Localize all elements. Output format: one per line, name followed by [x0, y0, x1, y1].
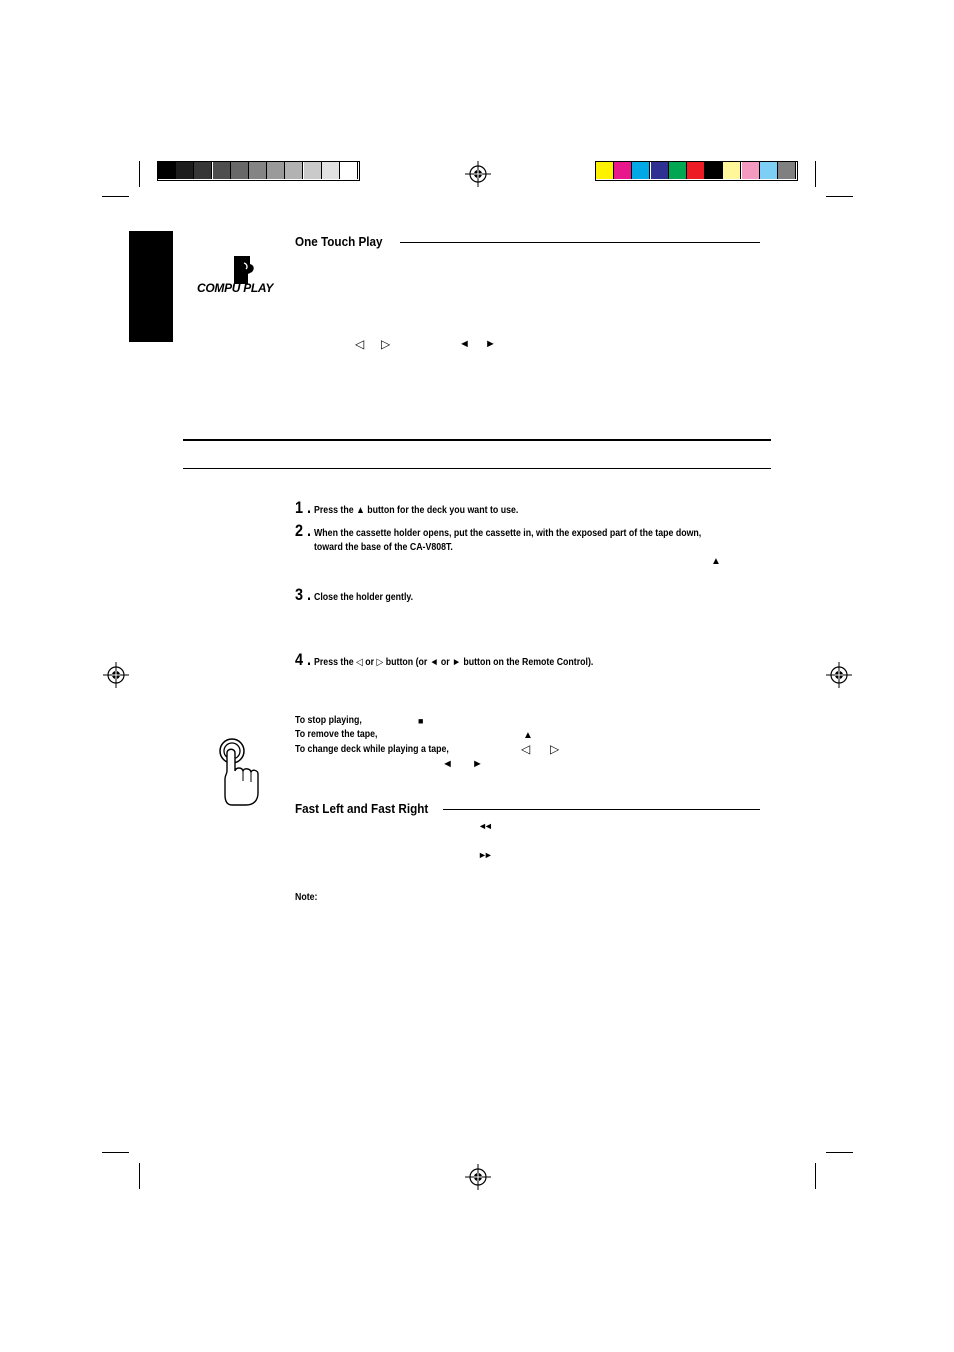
one-touch-play-heading: One Touch Play — [295, 234, 383, 249]
color-swatch — [760, 162, 778, 179]
color-swatch — [632, 162, 650, 179]
color-swatch — [285, 162, 303, 179]
step-number: 4 . — [295, 650, 312, 669]
color-swatch — [687, 162, 705, 179]
color-swatch — [651, 162, 669, 179]
note-label: Note: — [295, 892, 318, 903]
color-swatch — [304, 162, 322, 179]
color-swatch — [723, 162, 741, 179]
registration-mark-icon — [103, 662, 129, 688]
step-text: Press the ◁ or ▷ button (or ◄ or ► button on the Remote Control). — [314, 657, 594, 668]
remote-play-right-icon: ► — [452, 657, 461, 668]
stop-tip: To stop playing, — [295, 715, 362, 726]
heading-rule — [400, 242, 760, 243]
crop-mark — [139, 161, 140, 187]
color-swatch — [267, 162, 285, 179]
hand-logo-icon — [230, 256, 256, 284]
change-deck-tip: To change deck while playing a tape, — [295, 744, 449, 755]
remove-tip: To remove the tape, — [295, 729, 378, 740]
remote-play-left-icon: ◄ — [459, 338, 470, 350]
stop-icon: ■ — [418, 716, 424, 726]
crop-mark — [102, 1152, 129, 1153]
side-tab — [129, 231, 173, 342]
eject-icon: ▲ — [711, 556, 721, 567]
fast-forward-icon: ►► — [478, 850, 490, 860]
finger-press-icon — [218, 737, 264, 807]
color-swatch — [705, 162, 723, 179]
registration-mark-icon — [826, 662, 852, 688]
step-text: toward the base of the CA-V808T. — [314, 542, 453, 553]
crop-mark — [102, 196, 129, 197]
remote-play-right-icon: ► — [485, 338, 496, 350]
color-swatch — [322, 162, 340, 179]
play-left-icon: ◁ — [521, 742, 531, 756]
compu-play-logo: COMPU PLAY — [197, 281, 274, 295]
eject-icon: ▲ — [356, 505, 365, 516]
rewind-icon: ◄◄ — [478, 821, 490, 831]
registration-mark-icon — [465, 1164, 491, 1190]
step-text: When the cassette holder opens, put the cassette in, with the exposed part of the tape down, — [314, 528, 702, 539]
crop-mark — [826, 196, 853, 197]
crop-mark — [139, 1163, 140, 1189]
color-swatch — [249, 162, 267, 179]
step-text: Press the ▲ button for the deck you want to use. — [314, 505, 519, 516]
color-swatch — [158, 162, 176, 179]
play-right-icon: ▷ — [550, 742, 560, 756]
step-number: 1 . — [295, 498, 312, 517]
color-swatch — [778, 162, 796, 179]
crop-mark — [826, 1152, 853, 1153]
remote-play-right-icon: ► — [472, 758, 483, 770]
color-swatch — [742, 162, 760, 179]
color-swatch — [231, 162, 249, 179]
crop-mark — [815, 1163, 816, 1189]
color-swatch — [194, 162, 212, 179]
color-swatch — [669, 162, 687, 179]
remote-play-left-icon: ◄ — [442, 758, 453, 770]
registration-mark-icon — [465, 161, 491, 187]
color-swatch — [176, 162, 194, 179]
heading-rule — [443, 809, 760, 810]
color-swatch — [213, 162, 231, 179]
play-left-icon: ◁ — [356, 657, 363, 668]
play-right-icon: ▷ — [381, 337, 391, 351]
fast-left-right-heading: Fast Left and Fast Right — [295, 801, 429, 816]
play-right-icon: ▷ — [376, 657, 384, 668]
step-number: 3 . — [295, 585, 312, 604]
step-text: Close the holder gently. — [314, 592, 414, 603]
eject-icon: ▲ — [523, 730, 533, 741]
crop-mark — [815, 161, 816, 187]
step-number: 2 . — [295, 521, 312, 540]
color-swatch — [614, 162, 632, 179]
section-rule — [183, 439, 771, 441]
color-swatch — [340, 162, 358, 179]
section-rule — [183, 468, 771, 469]
color-swatch — [596, 162, 614, 179]
play-left-icon: ◁ — [355, 337, 365, 351]
remote-play-left-icon: ◄ — [429, 657, 439, 668]
